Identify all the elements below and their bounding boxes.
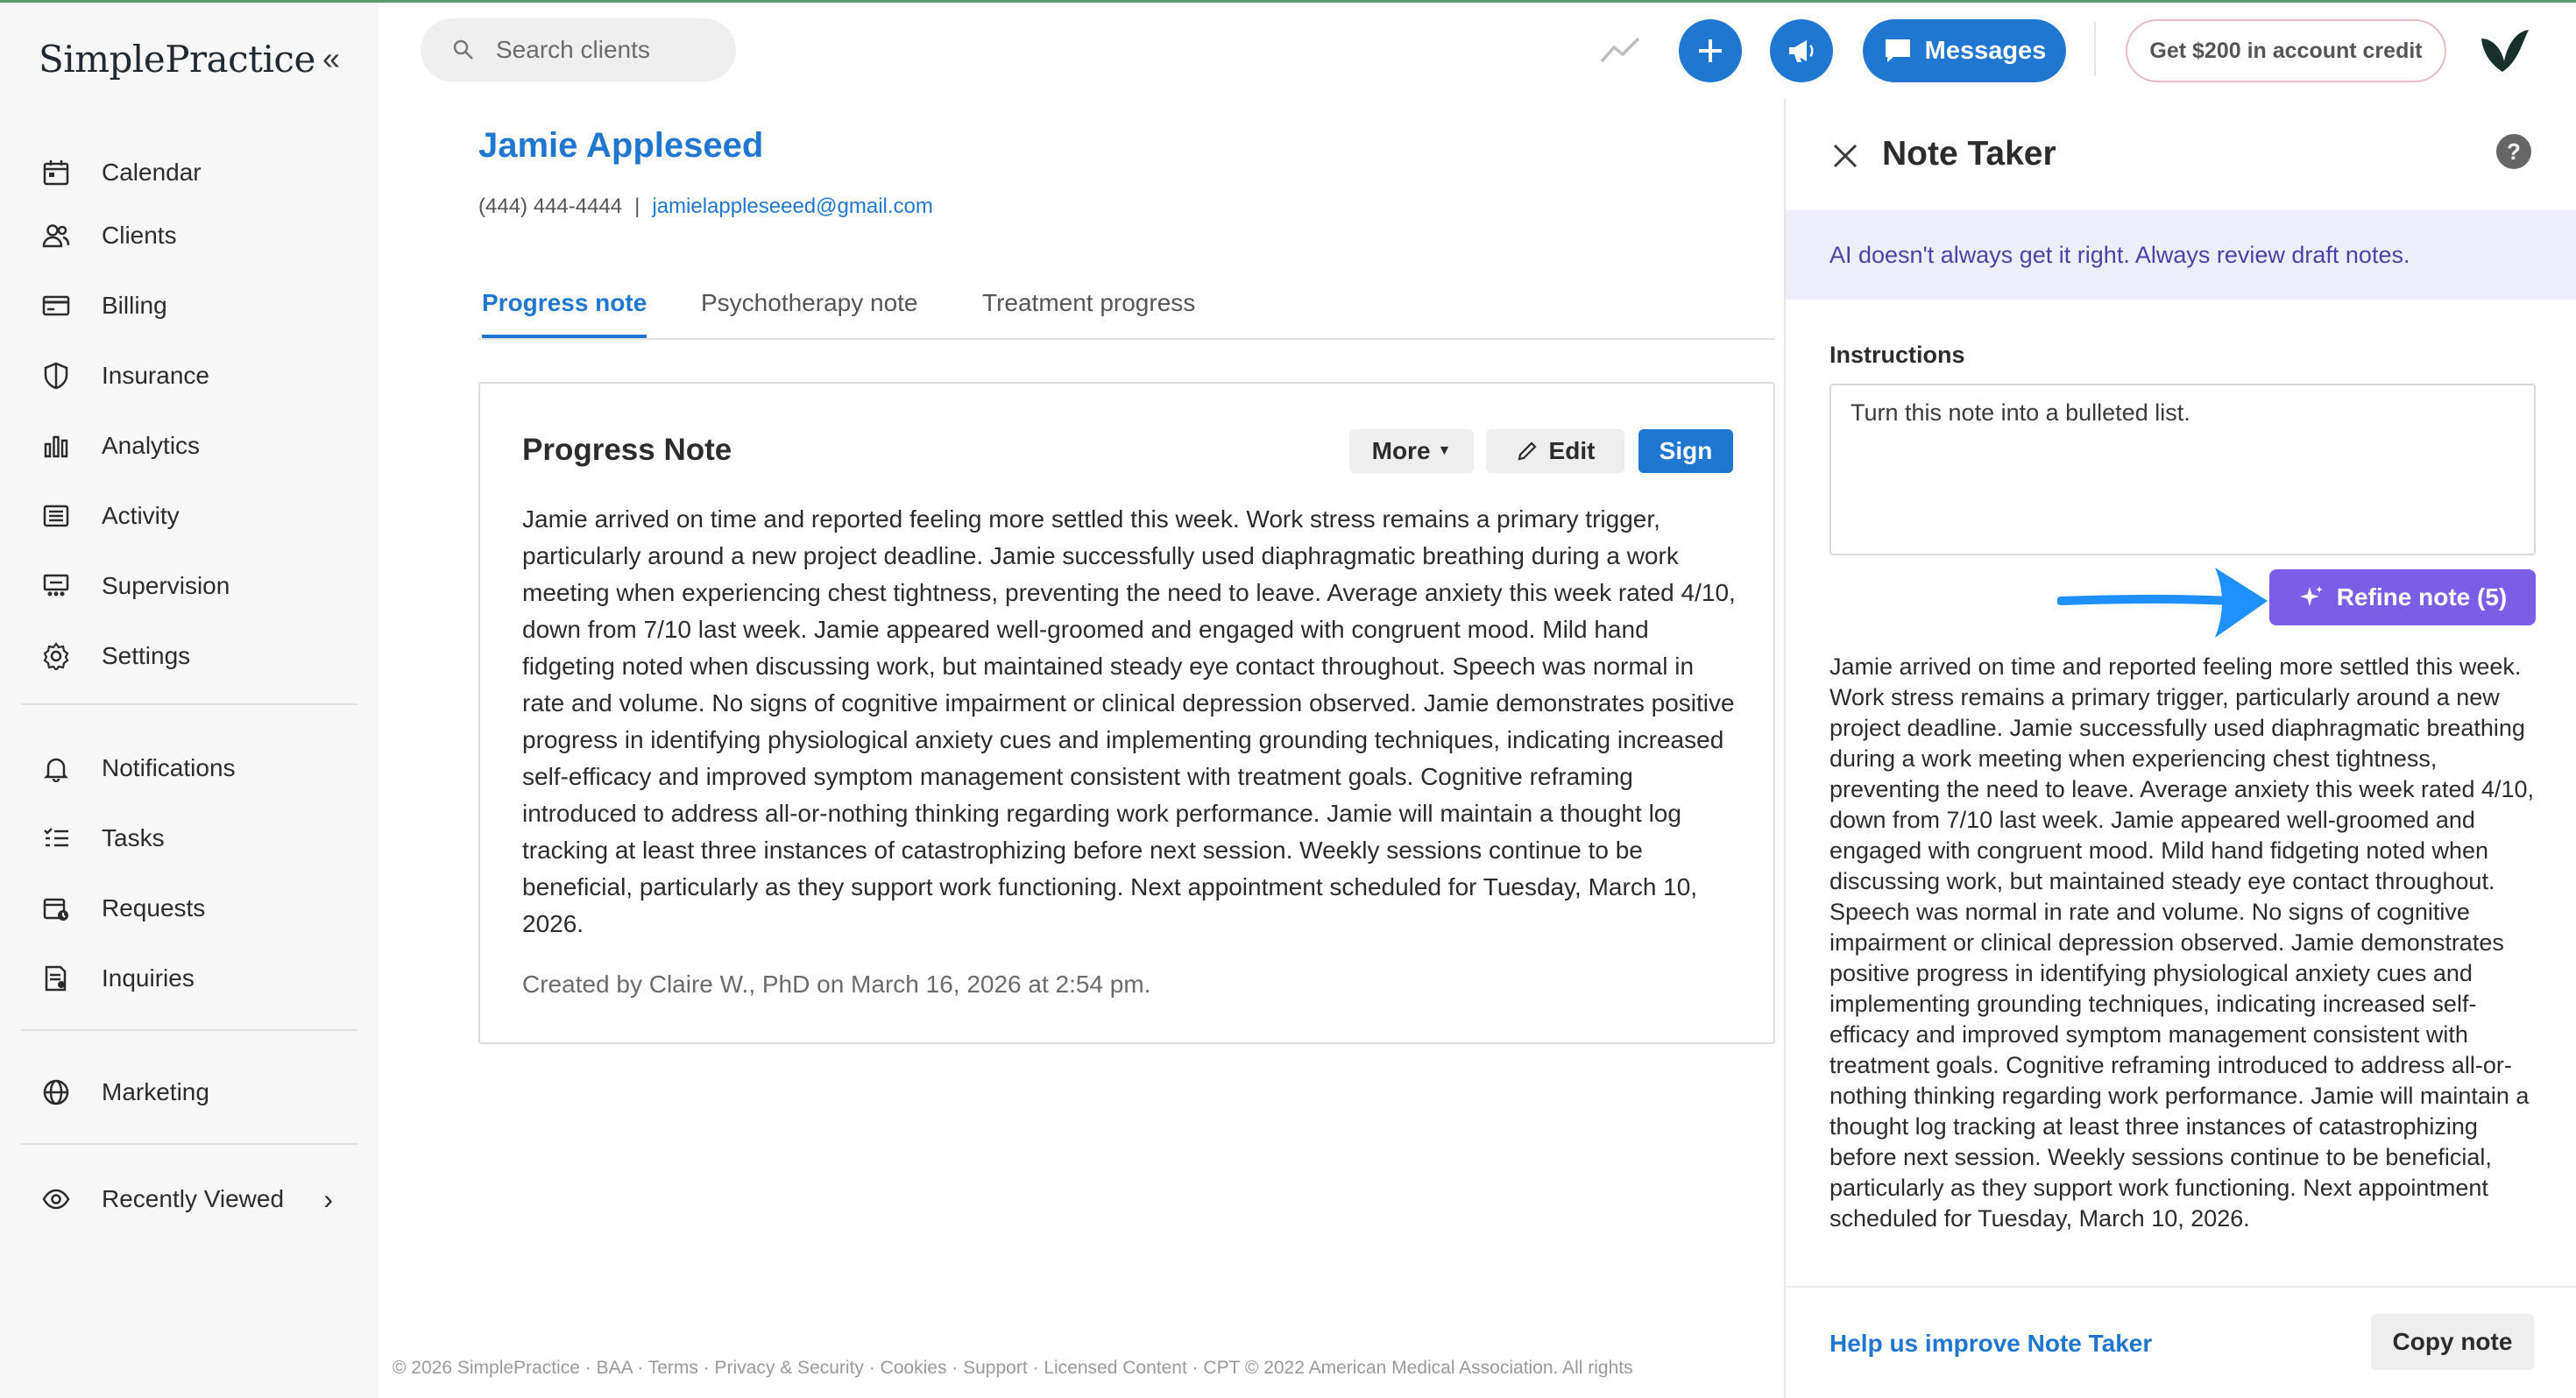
sidebar-item-label: Supervision: [102, 572, 230, 599]
sidebar-item-insurance[interactable]: [39, 351, 354, 400]
sidebar-item-label: Clients: [102, 222, 177, 249]
chevron-right-icon: ›: [323, 1183, 333, 1215]
sidebar-item-requests[interactable]: [39, 884, 354, 933]
sidebar-item-label: Requests: [102, 894, 206, 921]
billing-icon: [39, 288, 74, 323]
note-created-info: Created by Claire W., PhD on March 16, 2026 at 2:54 pm.: [522, 971, 1151, 998]
draft-note-text: Jamie arrived on time and reported feeling more settled this week. Work stress remains a primary trigger, particularly around a new project deadline. Jamie successfully used diaphragmatic breathing during a work meeting when experiencing chest tightness, preventing the need to leave. Average anxiety this week rated 4/10, down from 7/10 last week. Jamie appeared well-groomed and engaged with congruent mood. Mild hand fidgeting noted when discussing work, but maintained steady eye contact throughout. Speech was normal in rate and volume. No signs of cognitive impairment or clinical depression observed. Jamie demonstrates positive progress in identifying physiological anxiety cues and implementing grounding techniques, indicating increased self-efficacy and improved symptom management consistent with treatment goals. Cognitive reframing introduced to address all-or-nothing thinking regarding work performance. Jamie will maintain a thought log tracking at least three instances of catastrophizing before next session. Weekly sessions continue to be beneficial, particularly as they support work functioning. Next appointment scheduled for Tuesday, March 10, 2026.: [1829, 653, 2535, 1232]
plus-icon: [1695, 36, 1725, 66]
refine-label: Refine note (5): [2336, 583, 2508, 611]
close-icon[interactable]: [1829, 140, 1861, 172]
megaphone-icon: [1786, 35, 1817, 67]
messages-label: Messages: [1924, 36, 2047, 65]
pencil-icon: [1516, 440, 1539, 462]
sidebar-divider: [21, 703, 357, 705]
tab-treatment-progress[interactable]: Treatment progress: [982, 289, 1196, 316]
search-icon: [452, 39, 475, 61]
sidebar-item-clients[interactable]: [39, 211, 354, 260]
sidebar-item-tasks[interactable]: [39, 814, 354, 863]
contact-separator: |: [634, 194, 640, 218]
ai-disclaimer-banner: AI doesn't always get it right. Always review draft notes.: [1786, 210, 2576, 300]
progress-note-card: [478, 382, 1775, 1044]
edit-button[interactable]: [1486, 429, 1624, 473]
sidebar-item-label: Notifications: [102, 754, 236, 781]
client-contact: [478, 194, 933, 219]
note-tabs: [478, 280, 1775, 340]
topbar-separator: [2094, 23, 2096, 75]
search-bar[interactable]: [421, 18, 736, 81]
top-accent-line: [0, 0, 2576, 3]
trend-icon[interactable]: [1600, 35, 1640, 65]
gear-icon: [39, 639, 74, 674]
requests-icon: [39, 891, 74, 926]
sidebar-item-label: Marketing: [102, 1078, 209, 1105]
sidebar-item-activity[interactable]: [39, 491, 354, 540]
add-button[interactable]: [1679, 19, 1742, 82]
sidebar-item-supervision[interactable]: [39, 561, 354, 611]
chat-icon: [1883, 37, 1913, 65]
copy-note-button[interactable]: Copy note: [2371, 1314, 2534, 1370]
client-email[interactable]: jamielappleseeed@gmail.com: [652, 194, 933, 218]
sidebar-item-label: Insurance: [102, 362, 209, 389]
sidebar-item-label: Calendar: [102, 159, 202, 186]
client-name[interactable]: Jamie Appleseed: [478, 126, 764, 165]
inquiries-icon: [39, 961, 74, 996]
sidebar: [0, 3, 379, 1398]
help-improve-link[interactable]: Help us improve Note Taker: [1829, 1330, 2153, 1357]
sparkle-icon: [2298, 584, 2325, 611]
eye-icon: [39, 1182, 74, 1217]
sidebar-item-notifications[interactable]: [39, 744, 354, 793]
sidebar-item-label: Settings: [102, 642, 191, 669]
sidebar-item-label: Billing: [102, 292, 167, 319]
tab-psychotherapy-note[interactable]: Psychotherapy note: [701, 289, 918, 316]
page-footer[interactable]: © 2026 SimplePractice · BAA · Terms · Privacy & Security · Cookies · Support · Licensed Content · CPT © 2022 American Medical Association. All rights: [393, 1358, 1633, 1378]
note-taker-panel: [1784, 100, 2576, 1398]
sidebar-item-analytics[interactable]: [39, 421, 354, 470]
supervision-icon: [39, 568, 74, 604]
sidebar-item-label: Analytics: [102, 432, 201, 459]
sidebar-item-billing[interactable]: [39, 281, 354, 330]
search-input[interactable]: [496, 36, 724, 64]
sidebar-item-inquiries[interactable]: [39, 954, 354, 1003]
sidebar-item-label: Recently Viewed: [102, 1185, 285, 1212]
panel-footer: [1786, 1286, 2576, 1398]
tab-progress-note[interactable]: Progress note: [482, 289, 647, 338]
account-credit-button[interactable]: Get $200 in account credit: [2126, 19, 2446, 82]
instructions-field[interactable]: [1829, 384, 2536, 555]
clients-icon: [39, 218, 74, 253]
refine-note-button[interactable]: [2269, 569, 2536, 625]
more-button[interactable]: [1349, 429, 1474, 473]
draft-note-area: [1829, 652, 2539, 1380]
svg-text:?: ?: [2507, 138, 2521, 165]
sidebar-item-label: Inquiries: [102, 964, 195, 992]
note-title: Progress Note: [522, 433, 732, 467]
bell-icon: [39, 751, 74, 786]
panel-title: Note Taker: [1882, 135, 2056, 173]
app-logo[interactable]: SimplePractice: [39, 38, 315, 81]
shield-icon: [39, 358, 74, 393]
more-label: More: [1371, 437, 1431, 464]
sidebar-item-settings[interactable]: [39, 632, 354, 681]
collapse-sidebar-button[interactable]: «: [322, 40, 341, 76]
globe-icon: [39, 1075, 74, 1110]
tasks-icon: [39, 821, 74, 856]
sidebar-item-label: Activity: [102, 502, 180, 529]
avatar[interactable]: [2476, 23, 2532, 79]
note-body: Jamie arrived on time and reported feeling more settled this week. Work stress remains a primary trigger, particularly around a new project deadline. Jamie successfully used diaphragmatic breathing during a work meeting when experiencing chest tightness, preventing the need to leave. Average anxiety this week rated 4/10, down from 7/10 last week. Jamie appeared well-groomed and engaged with congruent mood. Mild hand fidgeting noted when discussing work, but maintained steady eye contact throughout. Speech was normal in rate and volume. No signs of cognitive impairment or clinical depression observed. Jamie demonstrates positive progress in identifying physiological anxiety cues and implementing grounding techniques, indicating increased self-efficacy and improved symptom management consistent with treatment goals. Cognitive reframing introduced to address all-or-nothing thinking regarding work performance. Jamie will maintain a thought log tracking at least three instances of catastrophizing before next session. Weekly sessions continue to be beneficial, particularly as they support work functioning. Next appointment scheduled for Tuesday, March 10, 2026.: [522, 505, 1736, 937]
messages-button[interactable]: [1863, 19, 2066, 82]
activity-icon: [39, 498, 74, 533]
sign-button[interactable]: Sign: [1638, 429, 1733, 473]
calendar-icon: [39, 155, 74, 190]
analytics-icon: [39, 428, 74, 463]
announcements-button[interactable]: [1770, 19, 1833, 82]
sidebar-item-recently-viewed[interactable]: [39, 1175, 354, 1224]
help-icon[interactable]: [2495, 133, 2532, 170]
sidebar-divider: [21, 1143, 357, 1145]
sidebar-item-label: Tasks: [102, 824, 165, 851]
sidebar-divider: [21, 1029, 357, 1031]
sidebar-item-calendar[interactable]: [39, 148, 354, 197]
client-phone: (444) 444-4444: [478, 194, 623, 218]
caret-down-icon: ▼: [1437, 443, 1452, 458]
instructions-label: Instructions: [1829, 342, 1965, 368]
sidebar-item-marketing[interactable]: [39, 1068, 354, 1117]
edit-label: Edit: [1548, 437, 1596, 464]
